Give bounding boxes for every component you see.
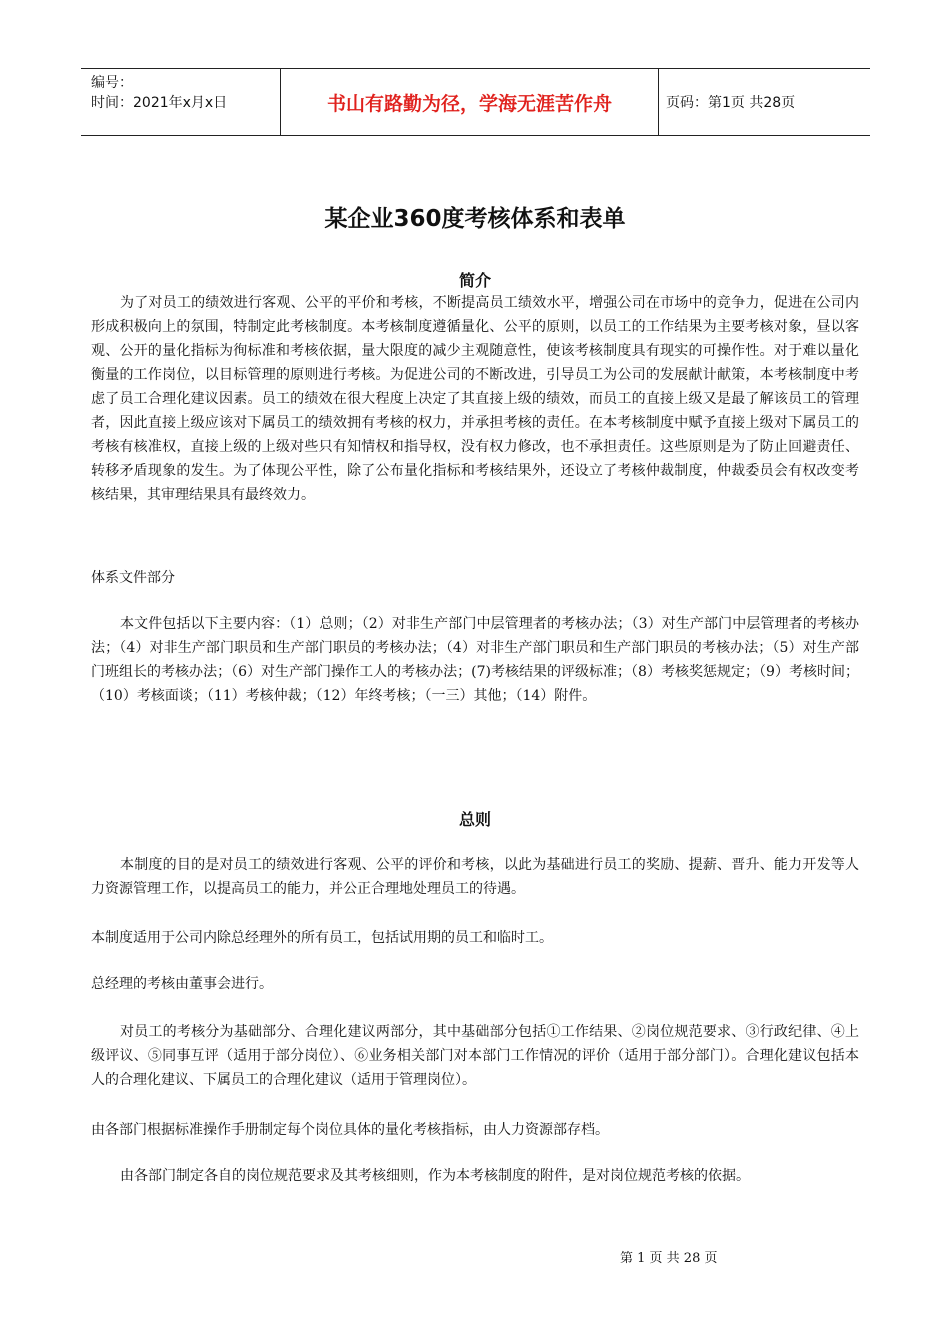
general-paragraph-6: 由各部门制定各自的岗位规范要求及其考核细则，作为本考核制度的附件，是对岗位规范考核的依据。 [120, 1168, 750, 1184]
intro-paragraph: 为了对员工的绩效进行客观、公平的平价和考核，不断提高员工绩效水平，增强公司在市场中的竞争力，促进在公司内形成积极向上的氛围，特制定此考核制度。本考核制度遵循量化、公平的原则，以员工的工作结果为主要考核对象，昼以客观、公开的量化指标为徇标准和考核依据，量大限度的减少主观随意性，使该考核制度具有现实的可操作性。对于难以量化衡量的工作岗位，以目标管理的原则进行考核。为促进公司的不断改进，引导员工为公司的发展献计献策，本考核制度中考虑了员工合理化建议因素。员工的绩效在很大程度上决定了其直接上级的绩效，而员工的直接上级又是最了解该员工的管理者，因此直接上级应该对下属员工的绩效拥有考核的权力，并承担考核的责任。在本考核制度中赋予直接上级对下属员工的考核有核准权，直接上级的上级对些只有知情权和指导权，没有权力修改，也不承担责任。这些原则是为了防止回避责任、转移矛盾现象的发生。为了体现公平性，除了公布量化指标和考核结果外，还设立了考核仲裁制度，仲裁委员会有权改变考核结果，其审理结果具有最终效力。 [91, 295, 859, 503]
general-paragraph-5: 由各部门根据标准操作手册制定每个岗位具体的量化考核指标，由人力资源部存档。 [91, 1122, 609, 1138]
general-paragraph-3: 总经理的考核由董事会进行。 [91, 976, 273, 992]
general-paragraph-4: 对员工的考核分为基础部分、合理化建议两部分，其中基础部分包括①工作结果、②岗位规范要求、③行政纪律、④上级评议、⑤同事互评（适用于部分岗位）、⑥业务相关部门对本部门工作情况的评价（适用于部分部门）。合理化建议包括本人的合理化建议、下属员工的合理化建议（适用于管理岗位）。 [91, 1024, 859, 1088]
header-motto: 书山有路勤为径，学海无涯苦作舟 [281, 69, 659, 135]
system-docs-heading: 体系文件部分 [91, 570, 175, 586]
document-number: 编号： [91, 75, 133, 91]
header-page-info: 页码：第1页 共28页 [666, 95, 796, 111]
header-meta [81, 69, 281, 135]
system-docs-paragraph: 本文件包括以下主要内容：（1）总则；（2）对非生产部门中层管理者的考核办法；（3）对生产部门中层管理者的考核办法；（4）对非生产部门职员和生产部门职员的考核办法；（4）对非生产部门职员和生产部门职员的考核办法；（5）对生产部门班组长的考核办法；（6）对生产部门操作工人的考核办法；(7)考核结果的评级标准；（8）考核奖惩规定；（9）考核时间；（10）考核面谈；（11）考核仲裁；（12）年终考核；（一三）其他；（14）附件。 [91, 616, 859, 704]
general-paragraph-1: 本制度的目的是对员工的绩效进行客观、公平的评价和考核，以此为基础进行员工的奖励、提薪、晋升、能力开发等人力资源管理工作，以提高员工的能力，并公正合理地处理员工的待遇。 [91, 857, 859, 897]
general-heading: 总则 [458, 810, 491, 829]
general-paragraph-2: 本制度适用于公司内除总经理外的所有员工，包括试用期的员工和临时工。 [91, 930, 553, 946]
intro-heading: 简介 [458, 271, 491, 290]
document-date: 时间：2021年x月x日 [91, 95, 228, 111]
page-footer: 第 1 页 共 28 页 [620, 1251, 718, 1266]
page-header [81, 68, 870, 136]
document-title: 某企业360度考核体系和表单 [324, 206, 626, 232]
